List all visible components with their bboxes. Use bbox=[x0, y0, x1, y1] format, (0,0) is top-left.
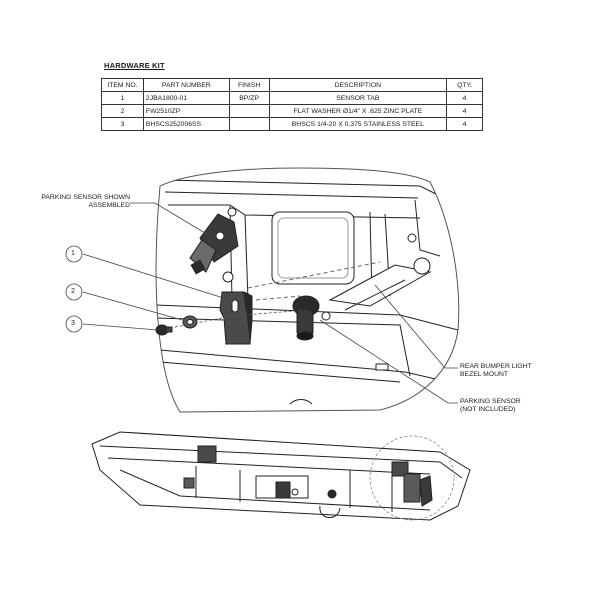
header-description: DESCRIPTION bbox=[269, 79, 447, 92]
header-finish: FINISH bbox=[229, 79, 269, 92]
cell-qty: 4 bbox=[447, 118, 483, 131]
header-item-no: ITEM NO. bbox=[102, 79, 144, 92]
cell-item: 3 bbox=[102, 118, 144, 131]
header-part-number: PART NUMBER bbox=[143, 79, 229, 92]
cell-part: 2JBA1800-01 bbox=[143, 92, 229, 105]
cell-item: 2 bbox=[102, 105, 144, 118]
callout-sensor-line1: PARKING SENSOR bbox=[460, 398, 521, 405]
balloon-1-label: 1 bbox=[71, 250, 75, 257]
header-qty: QTY. bbox=[447, 79, 483, 92]
cell-item: 1 bbox=[102, 92, 144, 105]
balloon-2-label: 2 bbox=[71, 288, 75, 295]
callout-parking-sensor bbox=[460, 398, 521, 414]
callout-sensor-assembled-line2: ASSEMBLED bbox=[88, 202, 130, 209]
callout-bezel-line2: BEZEL MOUNT bbox=[460, 371, 509, 378]
parking-sensor-not-included bbox=[293, 296, 330, 340]
callout-bezel-line1: REAR BUMPER LIGHT bbox=[460, 363, 532, 370]
full-bumper-overview bbox=[92, 432, 470, 520]
cell-qty: 4 bbox=[447, 105, 483, 118]
hardware-kit-title: HARDWARE KIT bbox=[104, 61, 165, 70]
balloon-3-label: 3 bbox=[71, 320, 75, 327]
flat-washer bbox=[183, 316, 197, 328]
callout-bezel-mount bbox=[460, 363, 532, 379]
cell-part: FW2510ZP bbox=[143, 105, 229, 118]
callout-sensor-assembled-line1: PARKING SENSOR SHOWN bbox=[41, 194, 130, 201]
leader-lines bbox=[83, 203, 458, 403]
cell-part: BHSCS252006SS bbox=[143, 118, 229, 131]
cell-description: BHSCS 1/4-20 X 0.375 STAINLESS STEEL bbox=[269, 118, 447, 131]
cell-description: SENSOR TAB bbox=[269, 92, 447, 105]
cell-description: FLAT WASHER Ø1/4" X .625 ZINC PLATE bbox=[269, 105, 447, 118]
sensor-tab bbox=[220, 292, 252, 344]
cell-qty: 4 bbox=[447, 92, 483, 105]
cell-finish: BP/ZP bbox=[229, 92, 269, 105]
bumper-detail-view bbox=[155, 180, 458, 404]
callout-sensor-line2: (NOT INCLUDED) bbox=[460, 406, 516, 413]
button-head-screw bbox=[156, 325, 172, 335]
callout-sensor-assembled bbox=[30, 194, 130, 210]
